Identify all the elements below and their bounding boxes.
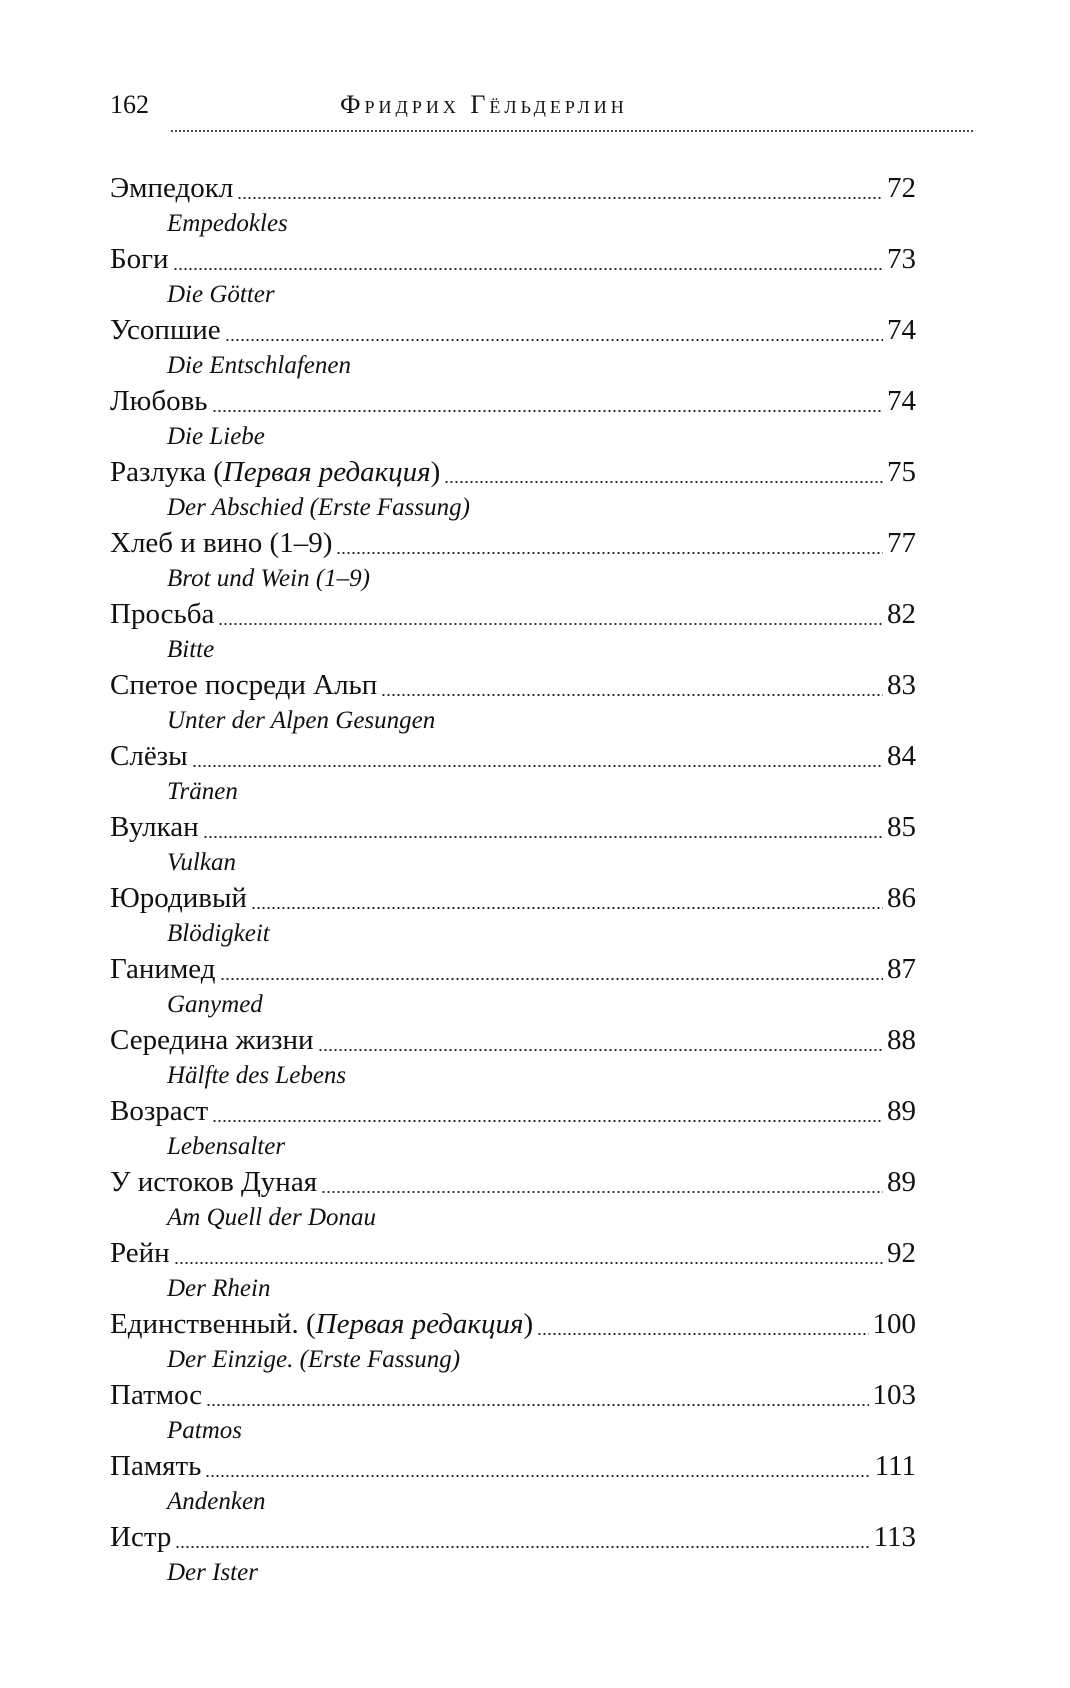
dot-leader (218, 623, 883, 625)
toc-title-line (110, 452, 916, 492)
toc-entry (110, 878, 916, 949)
toc-title-text: Рейн (110, 1237, 170, 1269)
dot-leader (174, 1262, 883, 1264)
table-of-contents (110, 168, 916, 1588)
dot-leader (206, 1404, 868, 1406)
toc-page-number: 73 (887, 243, 916, 275)
toc-original-title: Unter der Alpen Gesungen (167, 707, 436, 734)
toc-title-line (110, 1233, 916, 1273)
toc-title-text: Эмпедокл (110, 172, 234, 204)
toc-title-line (110, 310, 916, 350)
toc-original-title: Der Abschied (Erste Fassung) (167, 494, 470, 521)
toc-entry (110, 168, 916, 239)
dot-leader (251, 907, 883, 909)
toc-title-text: Просьба (110, 598, 215, 630)
dot-leader (212, 1120, 883, 1122)
toc-title (110, 878, 247, 918)
toc-original-title: Andenken (167, 1488, 266, 1515)
toc-original-title: Die Liebe (167, 423, 265, 450)
dot-leader (205, 1475, 870, 1477)
toc-title (110, 452, 440, 492)
toc-entry (110, 1446, 916, 1517)
toc-original-title: Der Ister (167, 1559, 258, 1586)
toc-page-number: 87 (887, 953, 916, 985)
toc-entry (110, 665, 916, 736)
toc-entry (110, 736, 916, 807)
toc-entry (110, 949, 916, 1020)
toc-original-title: Bitte (167, 636, 215, 663)
toc-page-number: 88 (887, 1024, 916, 1056)
toc-title-note: Первая редакция (222, 456, 431, 488)
toc-title (110, 736, 188, 776)
toc-title (110, 1517, 171, 1557)
toc-page-number: 113 (873, 1521, 916, 1553)
toc-title-text: Середина жизни (110, 1024, 314, 1056)
toc-title-line (110, 1091, 916, 1131)
page-number: 162 (110, 90, 149, 119)
toc-title (110, 1020, 314, 1060)
toc-original-title: Der Einzige. (Erste Fassung) (167, 1346, 461, 1373)
toc-title (110, 949, 216, 989)
toc-title-text: Единственный. ( (110, 1308, 316, 1340)
toc-title (110, 239, 169, 279)
toc-entry (110, 594, 916, 665)
toc-title (110, 381, 208, 421)
toc-original-title: Empedokles (167, 210, 288, 237)
running-title-author: Фридрих Гёльдерлин (340, 90, 628, 119)
toc-page-number: 103 (872, 1379, 916, 1411)
toc-page-number: 83 (887, 669, 916, 701)
dot-leader (321, 1191, 883, 1193)
toc-title-line (110, 1020, 916, 1060)
toc-page-number: 74 (887, 314, 916, 346)
toc-page-number: 100 (872, 1308, 916, 1340)
toc-original-title: Vulkan (167, 849, 236, 876)
toc-title (110, 1091, 208, 1131)
toc-title-text: Хлеб и вино (1–9) (110, 527, 333, 559)
toc-original-title: Patmos (167, 1417, 242, 1444)
toc-entry (110, 1375, 916, 1446)
toc-title-line (110, 665, 916, 705)
toc-page-number: 92 (887, 1237, 916, 1269)
toc-title-line (110, 523, 916, 563)
dot-leader (212, 410, 883, 412)
toc-original-title: Hälfte des Lebens (167, 1062, 347, 1089)
toc-title-line (110, 381, 916, 421)
toc-page-number: 84 (887, 740, 916, 772)
toc-title (110, 665, 377, 705)
toc-title-tail: ) (430, 456, 441, 488)
toc-title (110, 594, 214, 634)
dot-leader (203, 836, 883, 838)
toc-title-text: Вулкан (110, 811, 199, 843)
toc-title-text: Возраст (110, 1095, 209, 1127)
header-dotted-rule (170, 130, 973, 132)
dot-leader (225, 339, 883, 341)
toc-page-number: 89 (887, 1166, 916, 1198)
dot-leader (192, 765, 883, 767)
toc-original-title: Am Quell der Donau (167, 1204, 376, 1231)
dot-leader (175, 1546, 869, 1548)
toc-title-text: Патмос (110, 1379, 203, 1411)
toc-title (110, 523, 332, 563)
toc-page-number: 82 (887, 598, 916, 630)
toc-page-number: 72 (887, 172, 916, 204)
toc-title-note: Первая редакция (315, 1308, 524, 1340)
toc-original-title: Der Rhein (167, 1275, 271, 1302)
dot-leader (381, 694, 883, 696)
toc-entry (110, 239, 916, 310)
toc-entry (110, 807, 916, 878)
toc-original-title: Blödigkeit (167, 920, 270, 947)
toc-title-tail: ) (523, 1308, 534, 1340)
toc-title-text: Память (110, 1450, 202, 1482)
toc-title-line (110, 1304, 916, 1344)
toc-entry (110, 1233, 916, 1304)
toc-title (110, 310, 221, 350)
toc-page-number: 86 (887, 882, 916, 914)
toc-entry (110, 1020, 916, 1091)
toc-title (110, 1162, 317, 1202)
toc-original-title: Die Entschlafenen (167, 352, 351, 379)
dot-leader (237, 197, 883, 199)
toc-title-line (110, 949, 916, 989)
toc-title-line (110, 1375, 916, 1415)
toc-title-text: Истр (110, 1521, 172, 1553)
toc-entry (110, 1091, 916, 1162)
toc-original-title: Ganymed (167, 991, 263, 1018)
toc-original-title: Brot und Wein (1–9) (167, 565, 370, 592)
toc-entry (110, 310, 916, 381)
toc-title (110, 1304, 533, 1344)
toc-title-line (110, 168, 916, 208)
toc-title-text: Слёзы (110, 740, 188, 772)
toc-title-line (110, 807, 916, 847)
toc-title (110, 1446, 201, 1486)
toc-entry (110, 1304, 916, 1375)
toc-title-text: Любовь (110, 385, 208, 417)
toc-page-number: 75 (887, 456, 916, 488)
toc-title-line (110, 736, 916, 776)
toc-title-text: Юродивый (110, 882, 247, 914)
toc-entry (110, 452, 916, 523)
dot-leader (444, 481, 883, 483)
toc-title-line (110, 594, 916, 634)
toc-original-title: Lebensalter (167, 1133, 286, 1160)
dot-leader (537, 1333, 868, 1335)
toc-title-line (110, 239, 916, 279)
toc-page-number: 111 (874, 1450, 916, 1482)
toc-page-number: 89 (887, 1095, 916, 1127)
toc-entry (110, 1517, 916, 1588)
toc-title (110, 1233, 170, 1273)
dot-leader (220, 978, 883, 980)
dot-leader (336, 552, 883, 554)
toc-title (110, 1375, 202, 1415)
toc-entry (110, 381, 916, 452)
dot-leader (173, 268, 883, 270)
toc-title-text: У истоков Дуная (110, 1166, 318, 1198)
toc-page-number: 74 (887, 385, 916, 417)
toc-title-text: Спетое посреди Альп (110, 669, 378, 701)
toc-page-number: 85 (887, 811, 916, 843)
dot-leader (318, 1049, 883, 1051)
toc-title-line (110, 878, 916, 918)
toc-original-title: Tränen (167, 778, 238, 805)
running-header (110, 88, 910, 128)
toc-page-number: 77 (887, 527, 916, 559)
toc-title-line (110, 1162, 916, 1202)
toc-title-line (110, 1517, 916, 1557)
toc-entry (110, 523, 916, 594)
toc-title-text: Разлука ( (110, 456, 223, 488)
toc-entry (110, 1162, 916, 1233)
toc-title (110, 168, 233, 208)
toc-title-text: Боги (110, 243, 169, 275)
toc-title-text: Усопшие (110, 314, 221, 346)
toc-title-line (110, 1446, 916, 1486)
toc-title (110, 807, 199, 847)
toc-original-title: Die Götter (167, 281, 275, 308)
toc-title-text: Ганимед (110, 953, 216, 985)
